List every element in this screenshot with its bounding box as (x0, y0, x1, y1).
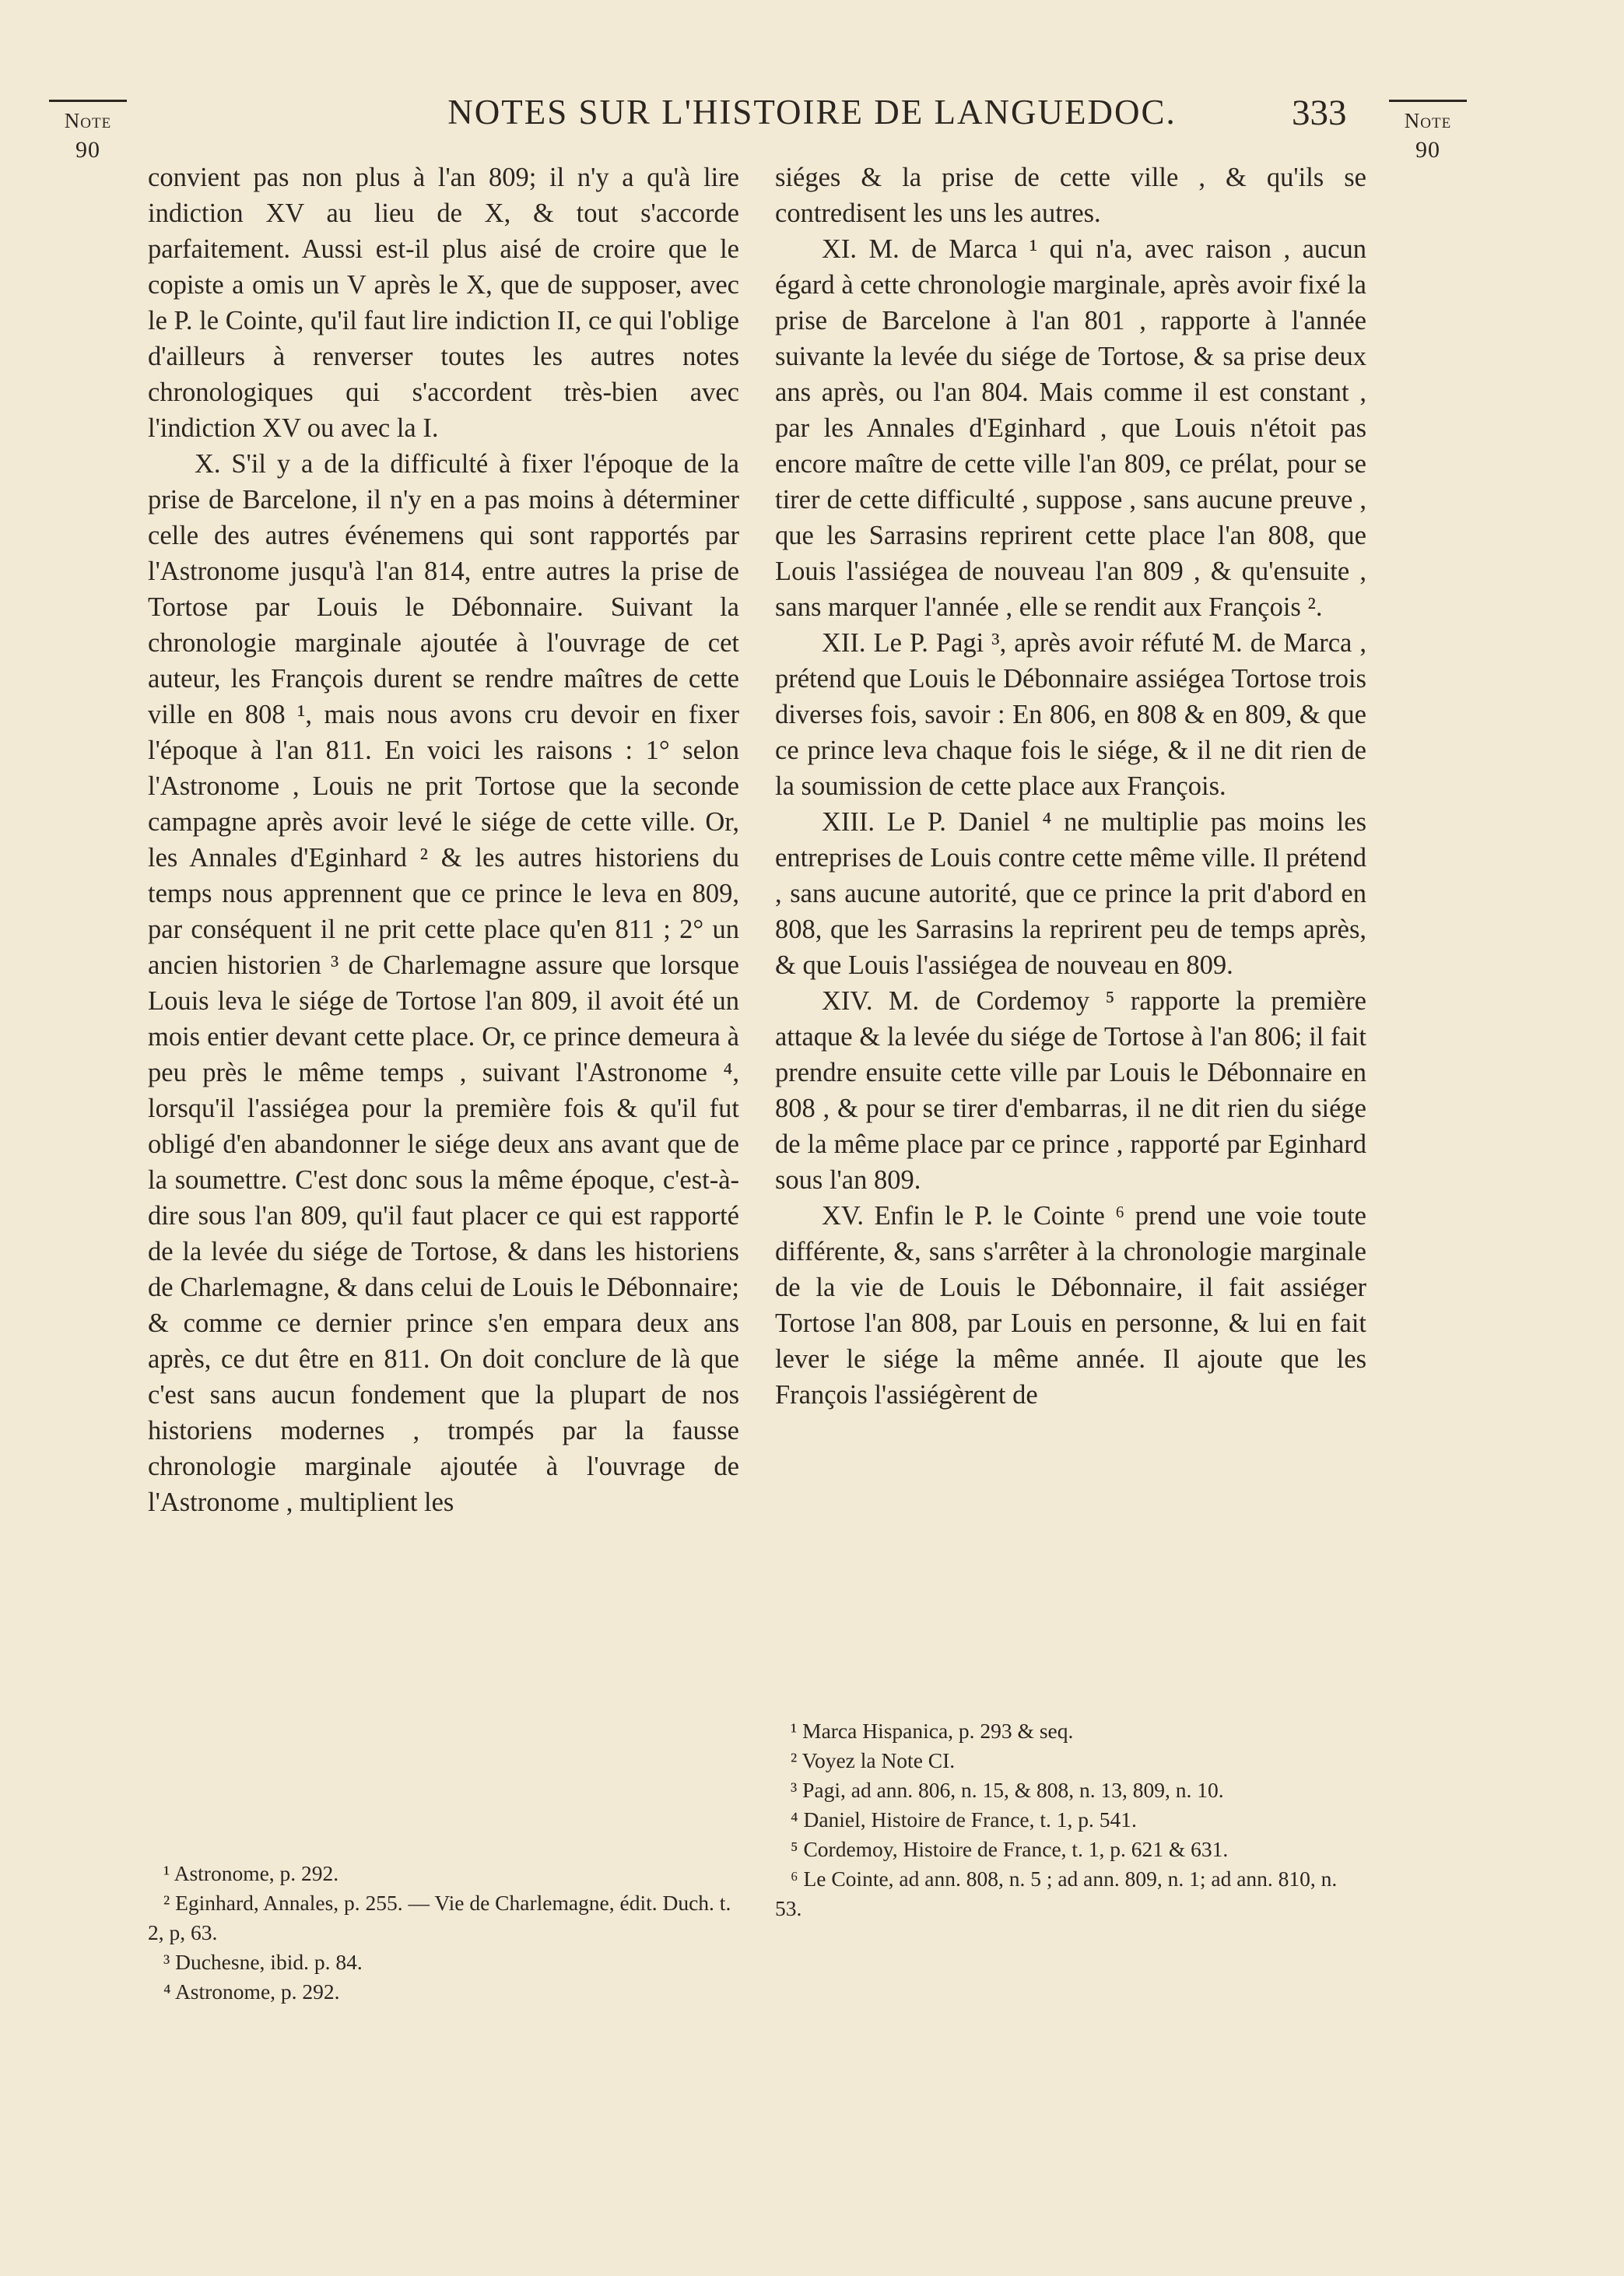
margin-note-right-label: Note (1404, 109, 1452, 132)
right-column (775, 160, 1366, 1413)
margin-note-left-number: 90 (75, 137, 100, 163)
footnote: ⁶ Le Cointe, ad ann. 808, n. 5 ; ad ann. 809, n. 1; ad ann. 810, n. 53. (775, 1867, 1338, 1920)
footnotes-right (775, 1716, 1366, 1923)
footnote: ⁵ Cordemoy, Histoire de France, t. 1, p. 621 & 631. (791, 1837, 1229, 1861)
footnote: ¹ Marca Hispanica, p. 293 & seq. (791, 1719, 1074, 1743)
margin-note-left-label: Note (64, 109, 112, 132)
footnote: ⁴ Daniel, Histoire de France, t. 1, p. 541. (791, 1807, 1137, 1832)
footnotes-left (148, 1859, 739, 2007)
margin-rule-left (49, 100, 127, 102)
paragraph: XV. Enfin le P. le Cointe ⁶ prend une voie toute différente, &, sans s'arrêter à la chronologie marginale de la vie de Louis le Débonnaire, il fait assiéger Tortose l'an 808, par Louis en personne, & lui en fait lever le siége la même année. Il ajoute que les François l'assiégèrent de (775, 1201, 1366, 1410)
running-header: NOTES SUR L'HISTOIRE DE LANGUEDOC. (447, 93, 1177, 132)
page-number: 333 (1292, 93, 1347, 133)
footnote: ³ Pagi, ad ann. 806, n. 15, & 808, n. 13, 809, n. 10. (791, 1778, 1224, 1802)
margin-note-right (1385, 100, 1471, 167)
margin-note-left (45, 100, 131, 167)
footnote: ² Eginhard, Annales, p. 255. — Vie de Charlemagne, édit. Duch. t. 2, p, 63. (148, 1891, 731, 1944)
paragraph: XII. Le P. Pagi ³, après avoir réfuté M. de Marca , prétend que Louis le Débonnaire assiégea Tortose trois diverses fois, savoir : En 806, en 808 & en 809, & que ce prince leva chaque fois le siége, & il ne dit rien de la soumission de cette place aux François. (775, 628, 1366, 801)
footnote: ² Voyez la Note CI. (791, 1748, 956, 1772)
paragraph: XIV. M. de Cordemoy ⁵ rapporte la première attaque & la levée du siége de Tortose à l'an 806; il fait prendre ensuite cette ville par Louis le Débonnaire en 808 , & pour se tirer d'embarras, il ne dit rien du siége de la même place par ce prince , rapporté par Eginhard sous l'an 809. (775, 986, 1366, 1195)
footnote: ⁴ Astronome, p. 292. (163, 1979, 340, 2004)
footnote: ³ Duchesne, ibid. p. 84. (163, 1950, 363, 1974)
paragraph: XI. M. de Marca ¹ qui n'a, avec raison , aucun égard à cette chronologie marginale, après avoir fixé la prise de Barcelone à l'an 801 , rapporte à l'année suivante la levée du siége de Tortose, & sa prise deux ans après, ou l'an 804. Mais comme il est constant , par les Annales d'Eginhard , que Louis n'étoit pas encore maître de cette ville l'an 809, ce prélat, pour se tirer de cette difficulté , suppose , sans aucune preuve , que les Sarrasins reprirent cette place l'an 808, que Louis l'assiégea de nouveau l'an 809 , & qu'ensuite , sans marquer l'année , elle se rendit aux François ². (775, 234, 1366, 622)
paragraph: convient pas non plus à l'an 809; il n'y a qu'à lire indiction XV au lieu de X, & tout s'accorde parfaitement. Aussi est-il plus aisé de croire que le copiste a omis un V après le X, que de supposer, avec le P. le Cointe, qu'il faut lire indiction II, ce qui l'oblige d'ailleurs à renverser toutes les autres notes chronologiques qui s'accordent très-bien avec l'indiction XV ou avec la I. (148, 163, 739, 443)
paragraph: X. S'il y a de la difficulté à fixer l'époque de la prise de Barcelone, il n'y en a pas moins à déterminer celle des autres événemens qui sont rapportés par l'Astronome jusqu'à l'an 814, entre autres la prise de Tortose par Louis le Débonnaire. Suivant la chronologie marginale ajoutée à l'ouvrage de cet auteur, les François durent se rendre maîtres de cette ville en 808 ¹, mais nous avons cru devoir en fixer l'époque à l'an 811. En voici les raisons : 1° selon l'Astronome , Louis ne prit Tortose que la seconde campagne après avoir levé le siége de cette ville. Or, les Annales d'Eginhard ² & les autres historiens du temps nous apprennent que ce prince le leva en 809, par conséquent il ne prit cette place qu'en 811 ; 2° un ancien historien ³ de Charlemagne assure que lorsque Louis leva le siége de Tortose l'an 809, il avoit été un mois entier devant cette place. Or, ce prince demeura à peu près le même temps , suivant l'Astronome ⁴, lorsqu'il l'assiégea pour la première fois & qu'il fut obligé d'en abandonner le siége deux ans avant que de la soumettre. C'est donc sous la même époque, c'est-à-dire sous l'an 809, qu'il faut placer ce qui est rapporté de la levée du siége de Tortose, & dans les historiens de Charlemagne, & dans celui de Louis le Débonnaire; & comme ce dernier prince s'en empara deux ans après, ce dut être en 811. On doit conclure de là que c'est sans aucun fondement que la plupart de nos historiens modernes , trompés par la fausse chronologie marginale ajoutée à l'ouvrage de l'Astronome , multiplient les (148, 449, 739, 1517)
paragraph: siéges & la prise de cette ville , & qu'ils se contredisent les uns les autres. (775, 163, 1366, 228)
paragraph: XIII. Le P. Daniel ⁴ ne multiplie pas moins les entreprises de Louis contre cette même ville. Il prétend , sans aucune autorité, que ce prince la prit d'abord en 808, que les Sarrasins la reprirent peu de temps après, & que Louis l'assiégea de nouveau en 809. (775, 807, 1366, 980)
margin-rule-right (1389, 100, 1467, 102)
margin-note-right-number: 90 (1415, 137, 1440, 163)
footnote: ¹ Astronome, p. 292. (163, 1861, 339, 1885)
left-column (148, 160, 739, 1520)
